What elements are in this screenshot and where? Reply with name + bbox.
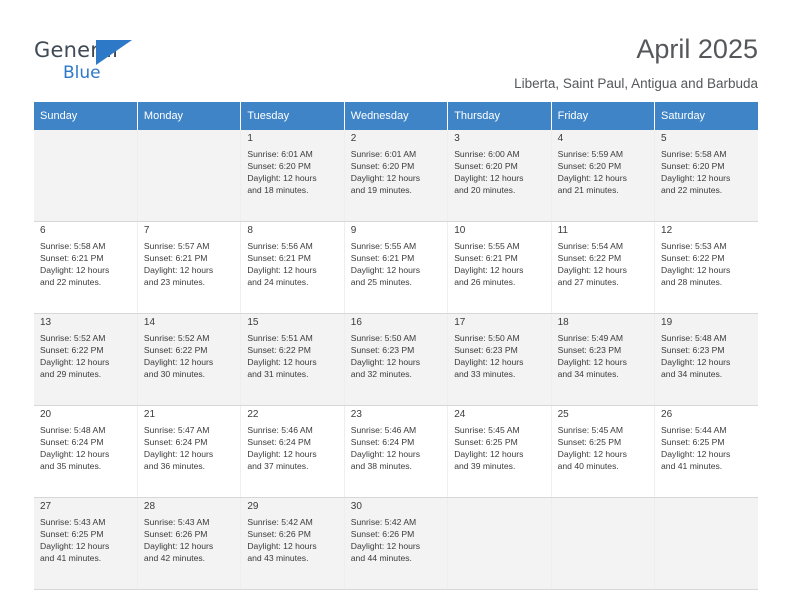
sunset-text: Sunset: 6:24 PM [143, 437, 208, 448]
calendar-day-cell [241, 314, 344, 406]
daylight-text: Daylight: 12 hours [454, 449, 524, 460]
calendar-cell-empty [34, 130, 137, 222]
weekday-header-sunday: Sunday [34, 102, 137, 130]
daylight-text: Daylight: 12 hours [40, 449, 110, 460]
calendar-day-cell [551, 222, 654, 314]
sunrise-text: Sunrise: 5:51 AM [247, 333, 313, 344]
daylight-text: Daylight: 12 hours [247, 357, 317, 368]
sunset-text: Sunset: 6:21 PM [143, 253, 208, 264]
daylight-text: and 21 minutes. [557, 185, 619, 196]
calendar-day-cell [551, 314, 654, 406]
sunset-text: Sunset: 6:20 PM [454, 161, 518, 172]
daylight-text: Daylight: 12 hours [143, 265, 214, 276]
daylight-text: and 43 minutes. [247, 553, 309, 564]
sunrise-text: Sunrise: 5:46 AM [350, 425, 417, 436]
daylight-text: and 35 minutes. [40, 461, 102, 472]
calendar-day-cell [344, 314, 447, 406]
sunrise-text: Sunrise: 5:43 AM [143, 517, 210, 528]
calendar-day-cell [241, 498, 344, 590]
sunrise-text: Sunrise: 5:56 AM [247, 241, 313, 252]
sunrise-text: Sunrise: 5:57 AM [143, 241, 210, 252]
sunrise-text: Sunrise: 5:50 AM [454, 333, 520, 344]
daylight-text: and 38 minutes. [350, 461, 412, 472]
day-number: 30 [350, 501, 362, 512]
sunrise-text: Sunrise: 6:01 AM [247, 149, 313, 160]
daylight-text: and 39 minutes. [454, 461, 516, 472]
daylight-text: and 26 minutes. [454, 277, 516, 288]
day-number: 16 [350, 317, 362, 328]
calendar-day-cell [344, 406, 447, 498]
daylight-text: Daylight: 12 hours [350, 449, 421, 460]
daylight-text: and 20 minutes. [454, 185, 516, 196]
sunrise-text: Sunrise: 5:55 AM [454, 241, 520, 252]
daylight-text: and 34 minutes. [557, 369, 619, 380]
sunrise-text: Sunrise: 5:45 AM [557, 425, 624, 436]
daylight-text: and 41 minutes. [661, 461, 723, 472]
calendar-cell-empty [655, 498, 758, 590]
daylight-text: and 18 minutes. [247, 185, 309, 196]
sunset-text: Sunset: 6:22 PM [143, 345, 208, 356]
sunrise-text: Sunrise: 5:58 AM [40, 241, 106, 252]
calendar-week-row [34, 406, 758, 498]
daylight-text: and 34 minutes. [661, 369, 723, 380]
calendar-day-cell [448, 130, 551, 222]
day-number: 1 [247, 133, 253, 144]
sunrise-text: Sunrise: 5:58 AM [661, 149, 727, 160]
daylight-text: Daylight: 12 hours [247, 265, 317, 276]
daylight-text: and 22 minutes. [661, 185, 723, 196]
calendar-week-row [34, 498, 758, 590]
sunset-text: Sunset: 6:21 PM [247, 253, 311, 264]
daylight-text: Daylight: 12 hours [247, 173, 317, 184]
sunset-text: Sunset: 6:20 PM [350, 161, 415, 172]
sunset-text: Sunset: 6:22 PM [247, 345, 311, 356]
day-number: 8 [247, 225, 253, 236]
daylight-text: Daylight: 12 hours [661, 357, 731, 368]
calendar-day-cell [655, 130, 758, 222]
daylight-text: Daylight: 12 hours [143, 541, 214, 552]
daylight-text: and 22 minutes. [40, 277, 102, 288]
weekday-header-saturday: Saturday [655, 102, 758, 130]
sunrise-text: Sunrise: 6:01 AM [350, 149, 417, 160]
sunset-text: Sunset: 6:23 PM [557, 345, 622, 356]
page-header [34, 26, 758, 98]
daylight-text: and 25 minutes. [350, 277, 412, 288]
calendar-day-cell [344, 498, 447, 590]
day-number: 9 [350, 225, 357, 236]
sunset-text: Sunset: 6:21 PM [454, 253, 518, 264]
day-number: 19 [661, 317, 673, 328]
daylight-text: and 30 minutes. [143, 369, 206, 380]
calendar-day-cell [241, 406, 344, 498]
day-number: 12 [661, 225, 673, 236]
sunset-text: Sunset: 6:20 PM [247, 161, 311, 172]
daylight-text: and 31 minutes. [247, 369, 309, 380]
calendar-day-cell [34, 314, 137, 406]
calendar-day-cell [448, 406, 551, 498]
calendar-day-cell [137, 222, 240, 314]
sunrise-text: Sunrise: 5:50 AM [350, 333, 417, 344]
day-number: 11 [557, 225, 568, 236]
sunset-text: Sunset: 6:22 PM [661, 253, 725, 264]
daylight-text: and 36 minutes. [143, 461, 206, 472]
day-number: 27 [40, 501, 52, 512]
daylight-text: Daylight: 12 hours [557, 173, 627, 184]
daylight-text: Daylight: 12 hours [557, 357, 627, 368]
calendar-day-cell [448, 314, 551, 406]
logo-general-text: General [34, 38, 119, 62]
daylight-text: Daylight: 12 hours [661, 173, 731, 184]
calendar-day-cell [344, 130, 447, 222]
weekday-header-thursday: Thursday [448, 102, 551, 130]
daylight-text: Daylight: 12 hours [143, 449, 214, 460]
sunrise-text: Sunrise: 5:52 AM [143, 333, 210, 344]
calendar-day-cell [34, 222, 137, 314]
calendar-day-cell [34, 498, 137, 590]
sunrise-text: Sunrise: 5:44 AM [661, 425, 727, 436]
sunset-text: Sunset: 6:22 PM [557, 253, 622, 264]
sunrise-text: Sunrise: 5:53 AM [661, 241, 727, 252]
daylight-text: Daylight: 12 hours [247, 541, 317, 552]
day-number: 18 [557, 317, 569, 328]
calendar-day-cell [137, 314, 240, 406]
sunset-text: Sunset: 6:22 PM [40, 345, 104, 356]
daylight-text: and 27 minutes. [557, 277, 619, 288]
daylight-text: Daylight: 12 hours [40, 357, 110, 368]
daylight-text: Daylight: 12 hours [454, 265, 524, 276]
daylight-text: and 37 minutes. [247, 461, 309, 472]
day-number: 24 [454, 409, 466, 420]
daylight-text: Daylight: 12 hours [454, 357, 524, 368]
daylight-text: and 29 minutes. [40, 369, 102, 380]
daylight-text: Daylight: 12 hours [661, 265, 731, 276]
sunset-text: Sunset: 6:23 PM [661, 345, 725, 356]
daylight-text: Daylight: 12 hours [350, 173, 421, 184]
calendar-week-row [34, 222, 758, 314]
calendar-week-row [34, 130, 758, 222]
sunrise-text: Sunrise: 5:48 AM [661, 333, 727, 344]
sunrise-text: Sunrise: 5:43 AM [40, 517, 106, 528]
sunrise-text: Sunrise: 5:47 AM [143, 425, 210, 436]
daylight-text: Daylight: 12 hours [143, 357, 214, 368]
daylight-text: Daylight: 12 hours [40, 265, 110, 276]
daylight-text: and 24 minutes. [247, 277, 309, 288]
daylight-text: Daylight: 12 hours [40, 541, 110, 552]
sunset-text: Sunset: 6:23 PM [454, 345, 518, 356]
day-number: 15 [247, 317, 259, 328]
logo [34, 38, 234, 88]
sunrise-text: Sunrise: 5:42 AM [350, 517, 417, 528]
location-subtitle: Liberta, Saint Paul, Antigua and Barbuda [514, 76, 758, 91]
day-number: 6 [40, 225, 46, 236]
day-number: 3 [454, 133, 460, 144]
sunset-text: Sunset: 6:24 PM [350, 437, 415, 448]
daylight-text: and 44 minutes. [350, 553, 412, 564]
sunset-text: Sunset: 6:21 PM [40, 253, 104, 264]
daylight-text: Daylight: 12 hours [350, 357, 421, 368]
sunrise-text: Sunrise: 5:59 AM [557, 149, 624, 160]
day-number: 25 [557, 409, 569, 420]
sunrise-text: Sunrise: 5:49 AM [557, 333, 624, 344]
weekday-header-tuesday: Tuesday [241, 102, 344, 130]
sunset-text: Sunset: 6:25 PM [661, 437, 725, 448]
sunrise-text: Sunrise: 5:52 AM [40, 333, 106, 344]
day-number: 14 [143, 317, 156, 328]
day-number: 13 [40, 317, 52, 328]
logo-blue-text: Blue [63, 63, 101, 83]
sunset-text: Sunset: 6:25 PM [40, 529, 104, 540]
sunset-text: Sunset: 6:25 PM [454, 437, 518, 448]
sunset-text: Sunset: 6:20 PM [661, 161, 725, 172]
sunrise-text: Sunrise: 5:46 AM [247, 425, 313, 436]
day-number: 28 [143, 501, 156, 512]
weekday-header-row [34, 102, 758, 130]
sunrise-text: Sunrise: 6:00 AM [454, 149, 520, 160]
calendar-day-cell [655, 406, 758, 498]
day-number: 29 [247, 501, 259, 512]
day-number: 10 [454, 225, 466, 236]
sunrise-text: Sunrise: 5:45 AM [454, 425, 520, 436]
day-number: 26 [661, 409, 673, 420]
daylight-text: Daylight: 12 hours [557, 449, 627, 460]
sunset-text: Sunset: 6:21 PM [350, 253, 415, 264]
calendar-cell-empty [137, 130, 240, 222]
calendar-day-cell [551, 406, 654, 498]
day-number: 23 [350, 409, 362, 420]
day-number: 2 [350, 133, 357, 144]
calendar-cell-empty [448, 498, 551, 590]
calendar-day-cell [137, 406, 240, 498]
day-number: 5 [661, 133, 667, 144]
daylight-text: Daylight: 12 hours [557, 265, 627, 276]
sunrise-text: Sunrise: 5:42 AM [247, 517, 313, 528]
calendar-cell-empty [551, 498, 654, 590]
calendar-day-cell [448, 222, 551, 314]
calendar-week-row [34, 314, 758, 406]
sunrise-text: Sunrise: 5:48 AM [40, 425, 106, 436]
day-number: 21 [143, 409, 156, 420]
daylight-text: and 19 minutes. [350, 185, 412, 196]
calendar-day-cell [655, 222, 758, 314]
daylight-text: Daylight: 12 hours [661, 449, 731, 460]
day-number: 7 [143, 225, 150, 236]
daylight-text: and 32 minutes. [350, 369, 412, 380]
daylight-text: and 33 minutes. [454, 369, 516, 380]
day-number: 20 [40, 409, 52, 420]
weekday-header-monday: Monday [137, 102, 240, 130]
calendar-day-cell [655, 314, 758, 406]
daylight-text: Daylight: 12 hours [247, 449, 317, 460]
weekday-header-friday: Friday [551, 102, 654, 130]
page-title: April 2025 [636, 34, 758, 64]
sunset-text: Sunset: 6:24 PM [40, 437, 104, 448]
day-number: 4 [557, 133, 564, 144]
sunset-text: Sunset: 6:26 PM [350, 529, 415, 540]
sun-times-calendar-table [34, 102, 758, 590]
calendar-day-cell [551, 130, 654, 222]
triangle-flag-icon [96, 40, 132, 65]
daylight-text: and 42 minutes. [143, 553, 206, 564]
daylight-text: Daylight: 12 hours [350, 541, 421, 552]
day-number: 22 [247, 409, 259, 420]
daylight-text: Daylight: 12 hours [454, 173, 524, 184]
daylight-text: and 23 minutes. [143, 277, 206, 288]
sunset-text: Sunset: 6:26 PM [247, 529, 311, 540]
sunset-text: Sunset: 6:25 PM [557, 437, 622, 448]
calendar-day-cell [137, 498, 240, 590]
day-number: 17 [454, 317, 466, 328]
daylight-text: Daylight: 12 hours [350, 265, 421, 276]
calendar-day-cell [34, 406, 137, 498]
daylight-text: and 28 minutes. [661, 277, 723, 288]
calendar-day-cell [344, 222, 447, 314]
sunset-text: Sunset: 6:20 PM [557, 161, 622, 172]
calendar-day-cell [241, 130, 344, 222]
sunrise-text: Sunrise: 5:55 AM [350, 241, 417, 252]
daylight-text: and 40 minutes. [557, 461, 619, 472]
sunset-text: Sunset: 6:24 PM [247, 437, 311, 448]
daylight-text: and 41 minutes. [40, 553, 102, 564]
weekday-header-wednesday: Wednesday [344, 102, 447, 130]
sunrise-text: Sunrise: 5:54 AM [557, 241, 624, 252]
sunset-text: Sunset: 6:26 PM [143, 529, 208, 540]
calendar-day-cell [241, 222, 344, 314]
sunset-text: Sunset: 6:23 PM [350, 345, 415, 356]
